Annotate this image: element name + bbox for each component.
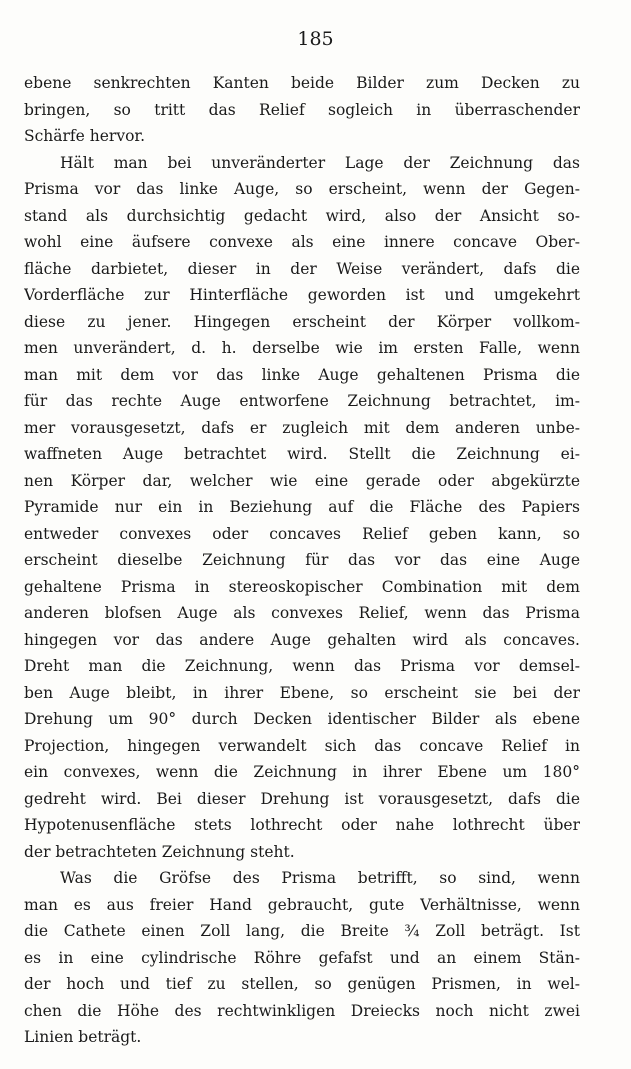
text-line: diese zu jener. Hingegen erscheint der Körper vollkom- [24, 312, 580, 331]
text-line: Prisma vor das linke Auge, so erscheint, wenn der Gegen- [24, 180, 580, 198]
text-line: erscheint dieselbe Zeichnung für das vor das eine Auge [24, 551, 580, 569]
paragraph [24, 70, 580, 150]
text-line: Dreht man die Zeichnung, wenn das Prisma vor demsel- [24, 657, 580, 675]
page-number: 185 [297, 28, 334, 50]
text-line: bringen, so tritt das Relief sogleich in überraschender [24, 100, 580, 119]
text-line: ben Auge bleibt, in ihrer Ebene, so erscheint sie bei der [24, 683, 580, 702]
text-line: Hält man bei unveränderter Lage der Zeichnung das [60, 153, 580, 172]
text-line: entweder convexes oder concaves Relief geben kann, so [24, 524, 580, 543]
text-line: fläche darbietet, dieser in der Weise verändert, dafs die [24, 259, 580, 278]
text-line: hingegen vor das andere Auge gehalten wird als concaves. [24, 630, 580, 649]
text-line: stand als durchsichtig gedacht wird, also der Ansicht so- [24, 206, 580, 225]
body-text [24, 70, 580, 1051]
text-line: waffneten Auge betrachtet wird. Stellt die Zeichnung ei- [24, 445, 580, 463]
text-line: für das rechte Auge entworfene Zeichnung betrachtet, im- [24, 392, 580, 410]
text-line: Hypotenusenfläche stets lothrecht oder nahe lothrecht über [24, 816, 580, 834]
text-line: men unverändert, d. h. derselbe wie im ersten Falle, wenn [24, 339, 580, 357]
text-line: es in eine cylindrische Röhre gefafst und an einem Stän- [24, 948, 580, 967]
text-line: wohl eine äufsere convexe als eine innere concave Ober- [24, 233, 580, 251]
text-line: Linien beträgt. [24, 1028, 142, 1046]
text-line: Schärfe hervor. [24, 127, 146, 145]
text-line: chen die Höhe des rechtwinkligen Dreiecks noch nicht zwei [24, 1001, 580, 1020]
text-line: Vorderfläche zur Hinterfläche geworden ist und umgekehrt [24, 286, 580, 304]
text-line: anderen blofsen Auge als convexes Relief, wenn das Prisma [24, 604, 580, 622]
paragraph [24, 150, 580, 866]
text-line: ein convexes, wenn die Zeichnung in ihrer Ebene um 180° [24, 763, 580, 781]
text-line: nen Körper dar, welcher wie eine gerade oder abgekürzte [24, 471, 580, 490]
text-line: mer vorausgesetzt, dafs er zugleich mit dem anderen unbe- [24, 418, 580, 437]
text-line: man es aus freier Hand gebraucht, gute Verhältnisse, wenn [24, 895, 580, 914]
text-line: der hoch und tief zu stellen, so genügen Prismen, in wel- [24, 975, 580, 993]
text-line: ebene senkrechten Kanten beide Bilder zum Decken zu [24, 74, 580, 92]
paragraph [24, 865, 580, 1051]
text-line: der betrachteten Zeichnung steht. [24, 842, 295, 861]
text-line: Drehung um 90° durch Decken identischer Bilder als ebene [24, 710, 580, 728]
text-line: Pyramide nur ein in Beziehung auf die Fläche des Papiers [24, 498, 580, 516]
text-line: gehaltene Prisma in stereoskopischer Combination mit dem [24, 577, 580, 596]
text-line: Was die Gröfse des Prisma betrifft, so sind, wenn [60, 869, 580, 887]
text-line: die Cathete einen Zoll lang, die Breite ¾ Zoll beträgt. Ist [24, 922, 580, 940]
text-line: gedreht wird. Bei dieser Drehung ist vorausgesetzt, dafs die [24, 789, 580, 808]
text-line: Projection, hingegen verwandelt sich das concave Relief in [24, 736, 580, 755]
text-line: man mit dem vor das linke Auge gehaltenen Prisma die [24, 365, 580, 384]
